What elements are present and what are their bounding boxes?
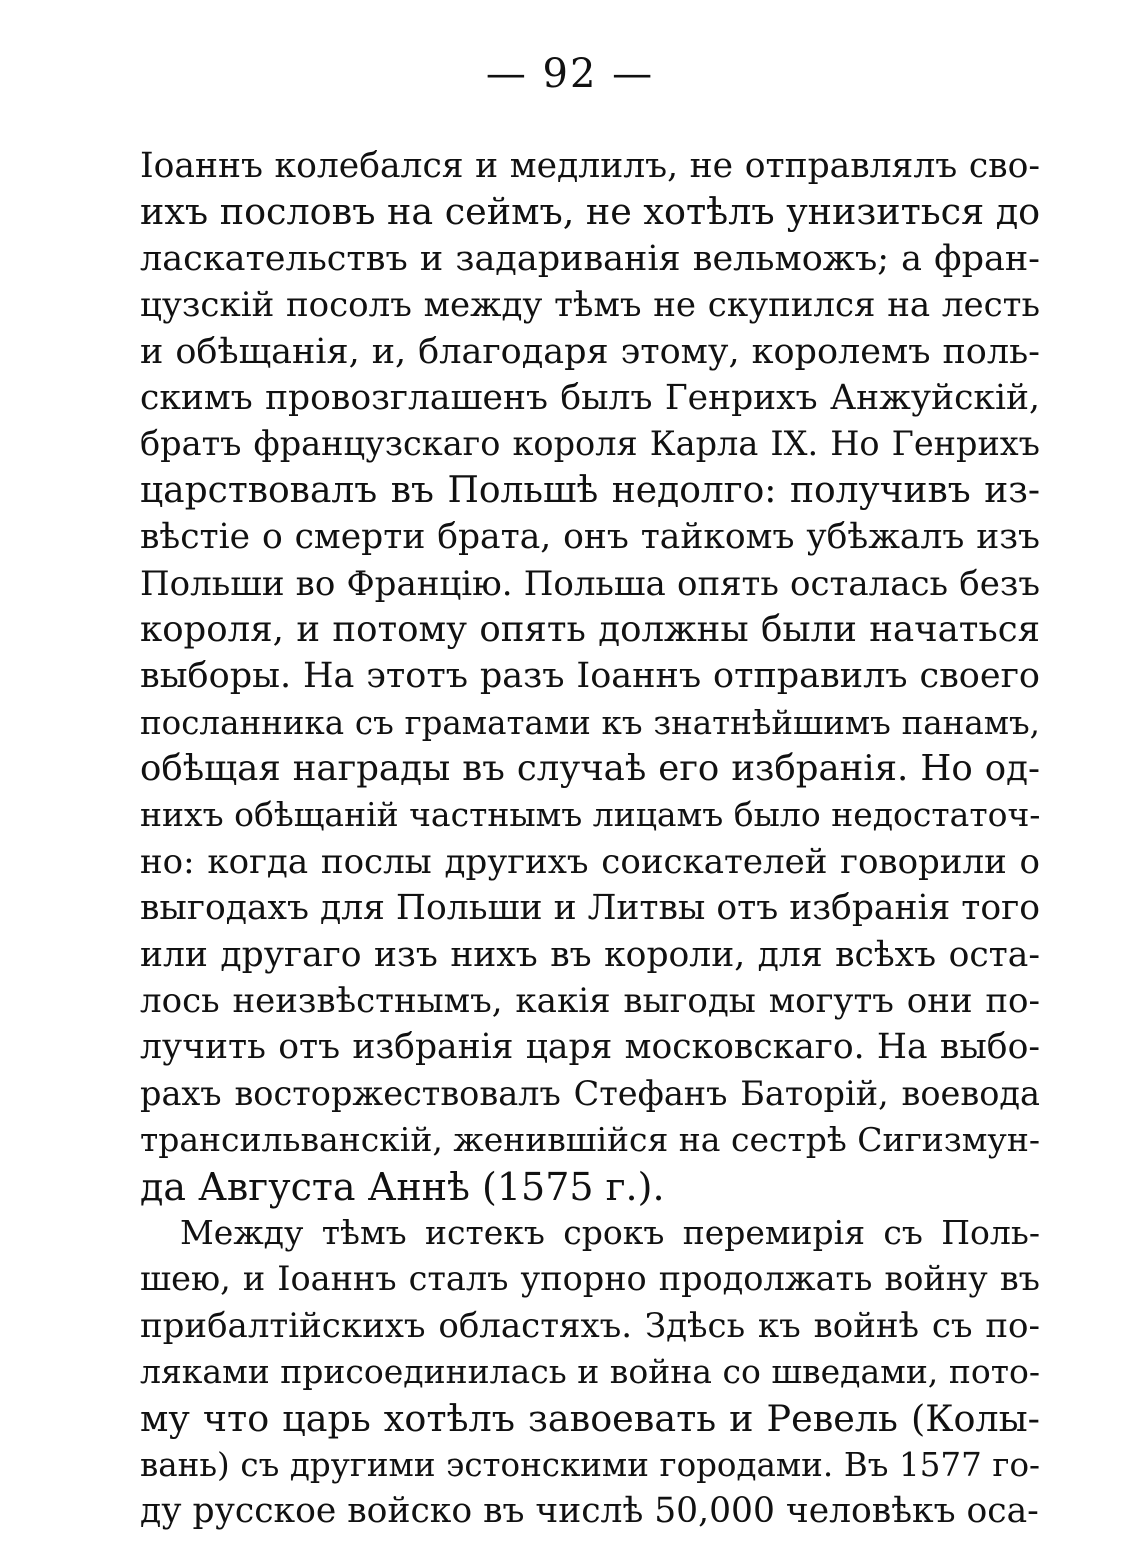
page-number: — 92 — (485, 51, 655, 97)
text-line: выгодахъ для Польши и Литвы отъ избранія того (140, 888, 1040, 929)
text-line: выборы. На этотъ разъ Іоаннъ отправилъ своего (140, 656, 1040, 697)
text-line: лось неизвѣстнымъ, какія выгоды могутъ они по- (140, 981, 1040, 1022)
text-line: Польши во Францію. Польша опять осталась безъ (140, 563, 1040, 604)
text-line: царствовалъ въ Польшѣ недолго: получивъ из- (140, 469, 1040, 511)
text-line: вѣстіе о смерти брата, онъ тайкомъ убѣжалъ изъ (140, 517, 1040, 558)
text-line: рахъ восторжествовалъ Стефанъ Баторій, воевода (140, 1073, 1040, 1113)
text-line: шею, и Іоаннъ сталъ упорно продолжать войну въ (140, 1259, 1040, 1299)
text-line: братъ французскаго короля Карла IX. Но Генрихъ (140, 424, 1040, 464)
text-line: ихъ пословъ на сеймъ, не хотѣлъ унизиться до (140, 190, 1041, 234)
text-line: или другаго изъ нихъ въ короли, для всѣхъ оста- (140, 934, 1040, 975)
text-line: трансильванскій, женившійся на сестрѣ Сигизмун- (140, 1120, 1040, 1160)
text-line: скимъ провозглашенъ былъ Генрихъ Анжуйскій, (140, 377, 1040, 418)
text-line: посланника съ граматами къ знатнѣйшимъ панамъ, (140, 703, 1040, 742)
text-line: обѣщая награды въ случаѣ его избранія. Но од- (140, 748, 1040, 790)
text-line: да Августа Аннѣ (1575 г.). (140, 1164, 665, 1209)
text-line: ляками присоединилась и война со шведами, пото- (140, 1352, 1040, 1392)
text-line: но: когда послы другихъ соискателей говорили о (140, 841, 1040, 882)
text-line: прибалтійскихъ областяхъ. Здѣсь къ войнѣ съ по- (140, 1305, 1040, 1346)
text-line: му что царь хотѣлъ завоевать и Ревель (Колы- (140, 1396, 1040, 1440)
paragraph-2 (140, 1210, 1040, 1535)
text-line: Между тѣмъ истекъ срокъ перемирія съ Поль- (180, 1212, 1040, 1252)
text-line: и обѣщанія, и, благодаря этому, королемъ поль- (140, 331, 1040, 372)
body-text (140, 143, 1040, 1535)
text-line: ду русское войско въ числѣ 50,000 человѣкъ оса- (140, 1491, 1039, 1532)
text-line: Іоаннъ колебался и медлилъ, не отправлялъ сво- (140, 146, 1040, 186)
paragraph-1 (140, 143, 1040, 1210)
text-line: лучить отъ избранія царя московскаго. На выбо- (140, 1027, 1040, 1068)
text-line: цузскій посолъ между тѣмъ не скупился на лесть (140, 285, 1040, 326)
text-line: нихъ обѣщаній частнымъ лицамъ было недостаточ- (140, 795, 1041, 835)
text-line: ласкательствъ и задариванія вельможъ; а фран- (140, 238, 1040, 279)
text-line: вань) съ другими эстонскими городами. Въ 1577 го- (140, 1445, 1040, 1484)
text-line: короля, и потому опять должны были начаться (140, 608, 1040, 650)
